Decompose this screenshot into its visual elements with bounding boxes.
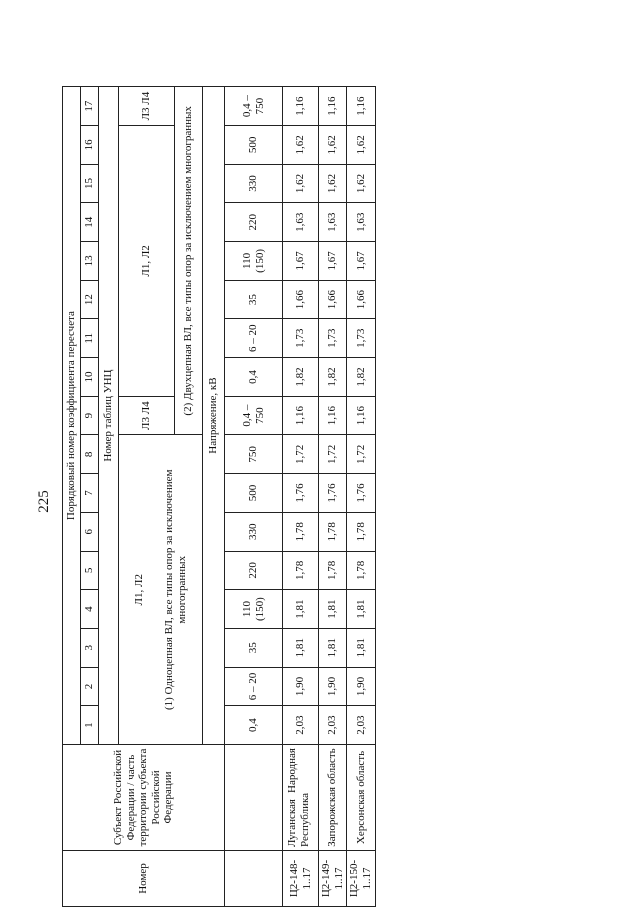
coef-cell: 1,76 bbox=[319, 474, 347, 513]
coef-cell: 1,72 bbox=[347, 435, 375, 474]
row-region: Луганская Республика Народная bbox=[283, 745, 319, 851]
row-region: Запорожская область bbox=[319, 745, 347, 851]
coef-cell: 1,66 bbox=[319, 280, 347, 319]
coef-cell: 2,03 bbox=[283, 706, 319, 745]
coef-cell: 1,73 bbox=[283, 319, 319, 358]
seq-number: 15 bbox=[81, 164, 99, 203]
coef-cell: 1,67 bbox=[347, 242, 375, 281]
seq-number: 12 bbox=[81, 280, 99, 319]
voltage-cell: 750 bbox=[225, 435, 283, 474]
table-row bbox=[283, 87, 319, 907]
table-row bbox=[319, 87, 347, 907]
unc-group-3: Л1, Л2 bbox=[119, 126, 175, 397]
coef-cell: 1,90 bbox=[283, 667, 319, 706]
coef-cell: 1,16 bbox=[283, 396, 319, 435]
unc-group-2: Л3 Л4 bbox=[119, 396, 175, 435]
seq-number: 2 bbox=[81, 667, 99, 706]
seq-number: 9 bbox=[81, 396, 99, 435]
seq-number: 10 bbox=[81, 358, 99, 397]
coef-cell: 1,78 bbox=[347, 512, 375, 551]
header-voltage-title: Напряжение, кВ bbox=[203, 87, 225, 745]
coef-cell: 1,16 bbox=[347, 396, 375, 435]
table-row bbox=[347, 87, 375, 907]
voltage-cell: 6 – 20 bbox=[225, 667, 283, 706]
coef-cell: 1,82 bbox=[319, 358, 347, 397]
coef-cell: 1,67 bbox=[283, 242, 319, 281]
row-region: Херсонская область bbox=[347, 745, 375, 851]
coef-cell: 1,16 bbox=[347, 87, 375, 126]
coef-cell: 1,16 bbox=[283, 87, 319, 126]
header-unc-title: Номер таблиц УНЦ bbox=[99, 87, 119, 745]
seq-number: 14 bbox=[81, 203, 99, 242]
coef-cell: 1,81 bbox=[319, 628, 347, 667]
coef-cell: 1,81 bbox=[319, 590, 347, 629]
coef-cell: 2,03 bbox=[347, 706, 375, 745]
row-number: Ц2-149-1..17 bbox=[319, 851, 347, 907]
voltage-cell: 330 bbox=[225, 512, 283, 551]
coef-cell: 2,03 bbox=[319, 706, 347, 745]
vl-type-2: (2) Двухцепная ВЛ, все типы опор за исключением многогранных bbox=[175, 87, 203, 435]
seq-number: 3 bbox=[81, 628, 99, 667]
seq-number: 4 bbox=[81, 590, 99, 629]
coef-cell: 1,66 bbox=[347, 280, 375, 319]
coefficient-table bbox=[62, 86, 376, 907]
coef-cell: 1,62 bbox=[319, 126, 347, 165]
coef-cell: 1,62 bbox=[319, 164, 347, 203]
voltage-cell: 35 bbox=[225, 628, 283, 667]
voltage-spacer-number bbox=[225, 851, 283, 907]
header-row-voltages bbox=[225, 87, 283, 907]
unc-group-1: Л1, Л2 (1) Одноцепная ВЛ, все типы опор за исключением многогранных bbox=[119, 435, 203, 745]
header-subject: Субъект Российской Федерации / часть территории субъекта Российской Федерации bbox=[63, 745, 225, 851]
coef-cell: 1,78 bbox=[347, 551, 375, 590]
coef-cell: 1,63 bbox=[283, 203, 319, 242]
header-number: Номер bbox=[63, 851, 225, 907]
coef-cell: 1,16 bbox=[319, 396, 347, 435]
coef-cell: 1,76 bbox=[347, 474, 375, 513]
coef-cell: 1,90 bbox=[347, 667, 375, 706]
seq-number: 6 bbox=[81, 512, 99, 551]
voltage-cell: 0,4 – 750 bbox=[225, 396, 283, 435]
unc-group-4: Л3 Л4 bbox=[119, 87, 175, 126]
coef-cell: 1,82 bbox=[283, 358, 319, 397]
coef-cell: 1,62 bbox=[347, 164, 375, 203]
coef-cell: 1,78 bbox=[319, 512, 347, 551]
coef-cell: 1,81 bbox=[347, 628, 375, 667]
coef-cell: 1,78 bbox=[283, 551, 319, 590]
voltage-cell: 110 (150) bbox=[225, 590, 283, 629]
coef-cell: 1,62 bbox=[347, 126, 375, 165]
coef-cell: 1,90 bbox=[319, 667, 347, 706]
seq-number: 17 bbox=[81, 87, 99, 126]
seq-number: 13 bbox=[81, 242, 99, 281]
voltage-cell: 0,4 bbox=[225, 706, 283, 745]
voltage-cell: 0,4 – 750 bbox=[225, 87, 283, 126]
rotated-table-frame bbox=[62, 87, 373, 907]
seq-number: 1 bbox=[81, 706, 99, 745]
coef-cell: 1,62 bbox=[283, 164, 319, 203]
voltage-cell: 500 bbox=[225, 474, 283, 513]
seq-number: 7 bbox=[81, 474, 99, 513]
coefficient-table-container bbox=[62, 87, 373, 907]
coef-cell: 1,81 bbox=[283, 628, 319, 667]
coef-cell: 1,76 bbox=[283, 474, 319, 513]
seq-number: 16 bbox=[81, 126, 99, 165]
voltage-cell: 220 bbox=[225, 551, 283, 590]
voltage-cell: 0,4 bbox=[225, 358, 283, 397]
row-number: Ц2-150-1..17 bbox=[347, 851, 375, 907]
coef-cell: 1,62 bbox=[283, 126, 319, 165]
coef-cell: 1,81 bbox=[283, 590, 319, 629]
coef-cell: 1,63 bbox=[347, 203, 375, 242]
coef-cell: 1,72 bbox=[319, 435, 347, 474]
coef-cell: 1,82 bbox=[347, 358, 375, 397]
voltage-cell: 500 bbox=[225, 126, 283, 165]
seq-number: 5 bbox=[81, 551, 99, 590]
header-row-seq-title bbox=[63, 87, 81, 907]
coef-cell: 1,72 bbox=[283, 435, 319, 474]
coef-cell: 1,73 bbox=[319, 319, 347, 358]
coef-cell: 1,73 bbox=[347, 319, 375, 358]
voltage-cell: 110 (150) bbox=[225, 242, 283, 281]
voltage-cell: 35 bbox=[225, 280, 283, 319]
header-seq-title: Порядковый номер коэффициента пересчета bbox=[63, 87, 81, 745]
coef-cell: 1,67 bbox=[319, 242, 347, 281]
voltage-cell: 330 bbox=[225, 164, 283, 203]
voltage-cell: 220 bbox=[225, 203, 283, 242]
voltage-spacer-subject bbox=[225, 745, 283, 851]
coef-cell: 1,78 bbox=[283, 512, 319, 551]
coef-cell: 1,78 bbox=[319, 551, 347, 590]
seq-number: 8 bbox=[81, 435, 99, 474]
voltage-cell: 6 – 20 bbox=[225, 319, 283, 358]
coef-cell: 1,16 bbox=[319, 87, 347, 126]
row-number: Ц2-148-1..17 bbox=[283, 851, 319, 907]
coef-cell: 1,81 bbox=[347, 590, 375, 629]
coef-cell: 1,66 bbox=[283, 280, 319, 319]
seq-number: 11 bbox=[81, 319, 99, 358]
page-number: 225 bbox=[35, 489, 52, 513]
coef-cell: 1,63 bbox=[319, 203, 347, 242]
